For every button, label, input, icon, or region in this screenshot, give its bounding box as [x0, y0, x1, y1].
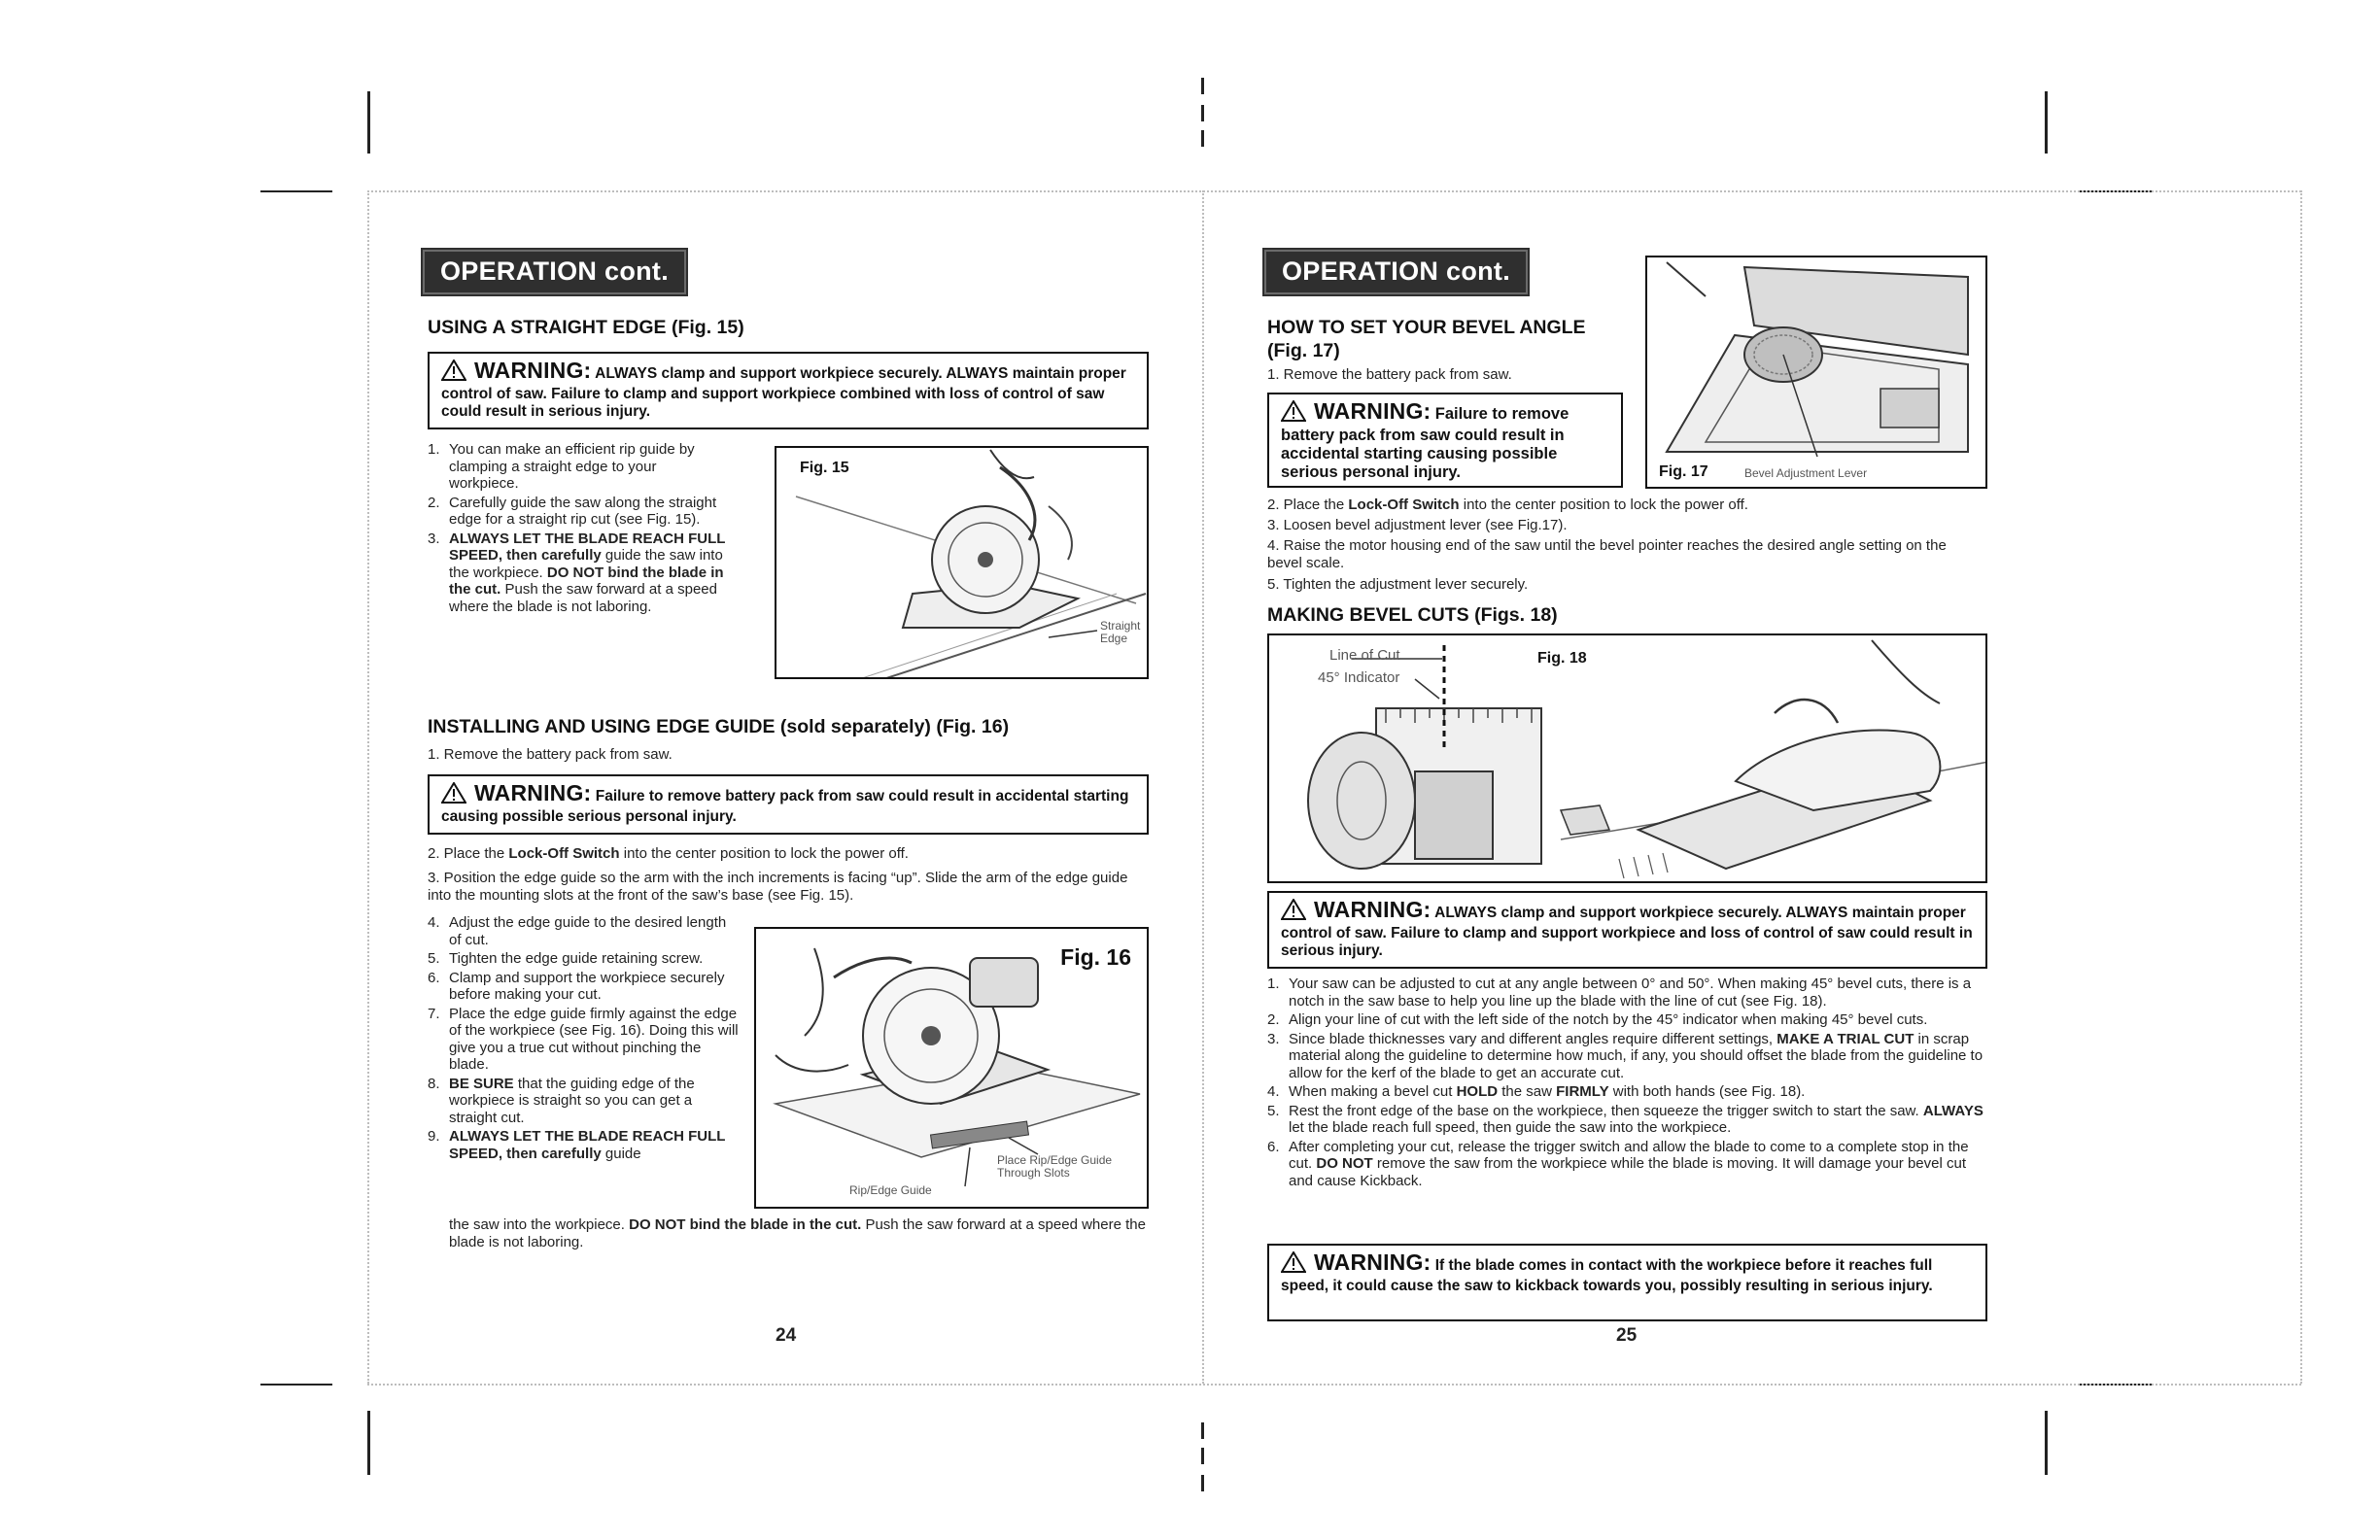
section-heading: INSTALLING AND USING EDGE GUIDE (sold separately) (Fig. 16) [428, 716, 1010, 737]
list-item: 5. Rest the front edge of the base on the workpiece, then squeeze the trigger switch to start the saw. ALWAYS let the blade reach full speed, then guide the saw into the workpiece. [1267, 1102, 1983, 1136]
list-item: 6. After completing your cut, release the trigger switch and allow the blade to come to a complete stop in the cut. DO NOT remove the saw from the workpiece while the blade is moving. It will damage your bevel cut and cause Kickback. [1267, 1138, 1969, 1189]
list-item: 1. You can make an efficient rip guide by clamping a straight edge to your workpiece. [428, 441, 695, 492]
fold-mark [1201, 1422, 1204, 1439]
warning-word: WARNING: [474, 780, 592, 805]
figure-label: Fig. 16 [1060, 944, 1131, 970]
warning-triangle-icon [441, 782, 466, 808]
figure-callout: Line of Cut [1329, 647, 1400, 664]
warning-text: Failure to remove battery pack from saw could result in accidental starting causing possible serious personal injury. [1281, 405, 1569, 481]
list-item: 2. Carefully guide the saw along the straight edge for a straight rip cut (see Fig. 15). [428, 494, 717, 528]
step-text: 3. Loosen bevel adjustment lever (see Fig.17). [1267, 517, 1568, 533]
figure-label: Fig. 17 [1659, 463, 1708, 480]
step-text: 2. Place the Lock-Off Switch into the center position to lock the power off. [428, 845, 909, 862]
warning-box [1267, 1244, 1987, 1321]
warning-word: WARNING: [1314, 1249, 1431, 1275]
crop-mark [367, 91, 370, 154]
crop-mark [260, 1384, 332, 1386]
list-item: 9. ALWAYS LET THE BLADE REACH FULL SPEED, then carefully guide [428, 1128, 726, 1162]
list-item: 8. BE SURE that the guiding edge of the workpiece is straight so you can get a straight cut. [428, 1075, 695, 1126]
warning-word: WARNING: [1314, 897, 1431, 922]
step-text: 1. Remove the battery pack from saw. [428, 746, 673, 763]
list-item: 3. ALWAYS LET THE BLADE REACH FULL SPEED, then carefully guide the saw into the workpiece. DO NOT bind the blade in the cut. Push the saw forward at a speed where the blade is not laboring. [428, 530, 726, 615]
section-banner: OPERATION cont. [421, 248, 688, 296]
warning-box [428, 774, 1149, 835]
figure-16 [754, 927, 1149, 1209]
warning-box [1267, 891, 1987, 969]
bevel-lever-illustration [1647, 257, 1987, 489]
figure-callout: Rip/Edge Guide [849, 1183, 932, 1197]
list-item: 7. Place the edge guide firmly against the edge of the workpiece (see Fig. 16). Doing this will give you a true cut without pinching the blade. [428, 1005, 739, 1073]
saw-straight-edge-illustration [776, 448, 1149, 679]
fold-mark [1201, 130, 1204, 147]
figure-17 [1645, 256, 1987, 489]
section-heading: MAKING BEVEL CUTS (Figs. 18) [1267, 604, 1558, 626]
warning-text: If the blade comes in contact with the workpiece before it reaches full speed, it could cause the saw to kickback towards you, possibly resulting in serious injury. [1281, 1257, 1933, 1294]
list-item: 5. Tighten the edge guide retaining screw. [428, 950, 704, 967]
step-text: 5. Tighten the adjustment lever securely. [1267, 576, 1529, 593]
bevel-cut-steps [1267, 975, 1991, 1191]
figure-label: Fig. 15 [800, 460, 849, 476]
list-item: 3. Since blade thicknesses vary and different angles require different settings, MAKE A TRIAL CUT in scrap material along the guideline to determine how much, if any, you should offset the blade from the guideline to allow for the kerf of the blade to get an accurate cut. [1267, 1030, 1983, 1081]
section-heading: HOW TO SET YOUR BEVEL ANGLE (Fig. 17) [1267, 317, 1586, 361]
fold-mark [1201, 78, 1204, 94]
figure-label: Fig. 18 [1537, 650, 1587, 667]
section-banner: OPERATION cont. [1262, 248, 1530, 296]
straight-edge-steps [428, 441, 729, 617]
edge-guide-steps [428, 914, 739, 1164]
figure-callout: 45° Indicator [1318, 669, 1400, 686]
figure-callout: Straight Edge [1100, 619, 1141, 645]
list-item: 2. Align your line of cut with the left side of the notch by the 45° indicator when making 45° bevel cuts. [1267, 1011, 1928, 1028]
crop-mark [2045, 91, 2048, 154]
figure-callout: Bevel Adjustment Lever [1744, 466, 1868, 480]
warning-box [428, 352, 1149, 429]
figure-15 [775, 446, 1149, 679]
trim-line [367, 1384, 2301, 1386]
warning-triangle-icon [1281, 400, 1306, 427]
fold-mark [1201, 105, 1204, 121]
step-text: the saw into the workpiece. DO NOT bind the blade in the cut. Push the saw forward at a speed where the blade is not laboring. [449, 1216, 1146, 1250]
step-text: 1. Remove the battery pack from saw. [1267, 366, 1512, 383]
step-text: 4. Raise the motor housing end of the saw until the bevel pointer reaches the desired angle setting on the bevel scale. [1267, 537, 1947, 571]
warning-triangle-icon [1281, 1251, 1306, 1278]
warning-text: ALWAYS clamp and support workpiece securely. ALWAYS maintain proper control of saw. Failure to clamp and support workpiece and loss of control of saw could result in serious injury. [1281, 905, 1973, 959]
figure-callout: Place Rip/Edge Guide Through Slots [997, 1153, 1113, 1180]
list-item: 6. Clamp and support the workpiece securely before making your cut. [428, 969, 725, 1003]
figure-18 [1267, 633, 1987, 883]
section-heading: USING A STRAIGHT EDGE (Fig. 15) [428, 317, 744, 338]
list-item: 4. Adjust the edge guide to the desired length of cut. [428, 914, 727, 948]
step-text: 3. Position the edge guide so the arm with the inch increments is facing “up”. Slide the arm of the edge guide into the mounting slots at the front of the saw’s base (see Fig. 15). [428, 870, 1128, 904]
warning-triangle-icon [441, 359, 466, 386]
page-number: 24 [776, 1325, 797, 1346]
fold-mark [1201, 1448, 1204, 1464]
warning-text: ALWAYS clamp and support workpiece securely. ALWAYS maintain proper control of saw. Failure to clamp and support workpiece combined with loss of control of saw could result in serious injury. [441, 365, 1126, 420]
warning-word: WARNING: [474, 358, 592, 383]
crop-mark [367, 1411, 370, 1475]
crop-mark [260, 190, 332, 192]
crop-mark [2045, 1411, 2048, 1475]
fold-mark [1201, 1475, 1204, 1491]
trim-line [367, 190, 369, 1384]
step-text: 2. Place the Lock-Off Switch into the center position to lock the power off. [1267, 496, 1748, 513]
warning-text: Failure to remove battery pack from saw could result in accidental starting causing possible serious personal injury. [441, 788, 1129, 825]
warning-word: WARNING: [1314, 398, 1431, 424]
trim-line [367, 190, 2301, 192]
warning-box [1267, 393, 1623, 488]
page-number: 25 [1616, 1325, 1638, 1346]
trim-line [2300, 190, 2302, 1384]
warning-triangle-icon [1281, 899, 1306, 925]
list-item: 1. Your saw can be adjusted to cut at any angle between 0° and 50°. When making 45° bevel cuts, there is a notch in the saw base to help you line up the blade with the line of cut (see Fig. 18). [1267, 975, 1972, 1010]
list-item: 4. When making a bevel cut HOLD the saw FIRMLY with both hands (see Fig. 18). [1267, 1083, 1806, 1100]
fold-line [1202, 190, 1204, 1384]
